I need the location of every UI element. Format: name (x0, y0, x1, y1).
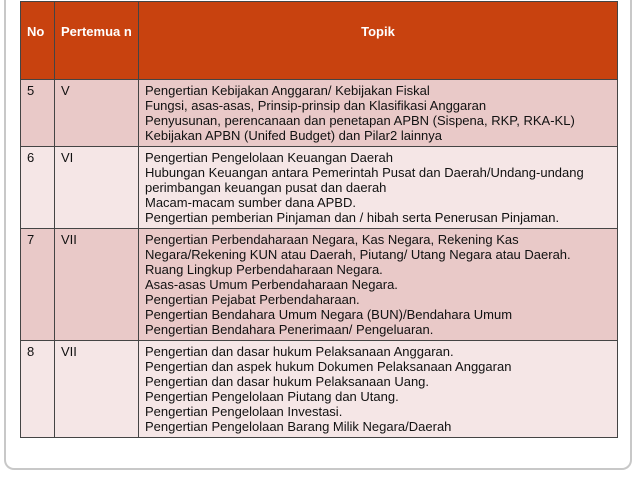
topic-line: Fungsi, asas-asas, Prinsip-prinsip dan Klasifikasi Anggaran (145, 98, 487, 113)
table-row (21, 229, 618, 341)
row-number: 8 (21, 341, 55, 438)
topic-line: Pengertian dan aspek hukum Dokumen Pelaksanaan Anggaran (145, 359, 512, 374)
topic-line: Pengertian dan dasar hukum Pelaksanaan Anggaran. (145, 344, 454, 359)
row-number: 7 (21, 229, 55, 341)
table-row (21, 341, 618, 438)
topic-line: Pengertian Bendahara Penerimaan/ Pengeluaran. (145, 322, 434, 337)
topic-line: Pengertian Perbendaharaan Negara, Kas Negara, Rekening Kas Negara/Rekening KUN atau Daerah, Piutang/ Utang Negara atau Daerah. (145, 232, 571, 262)
topic-line: Penyusunan, perencanaan dan penetapan APBN (Sispena, RKP, RKA-KL) (145, 113, 575, 128)
topic-line: Hubungan Keuangan antara Pemerintah Pusat dan Daerah/Undang-undang perimbangan keuangan pusat dan daerah (145, 165, 584, 195)
table-row (21, 147, 618, 229)
row-meeting: VII (55, 341, 139, 438)
row-meeting: VI (55, 147, 139, 229)
row-topics (139, 80, 618, 147)
row-topics (139, 341, 618, 438)
header-meeting: Pertemua n (55, 2, 139, 80)
row-topics (139, 147, 618, 229)
row-number: 6 (21, 147, 55, 229)
topic-line: Pengertian Bendahara Umum Negara (BUN)/Bendahara Umum (145, 307, 513, 322)
row-number: 5 (21, 80, 55, 147)
row-meeting: VII (55, 229, 139, 341)
topic-line: Pengertian Pengelolaan Barang Milik Negara/Daerah (145, 419, 452, 434)
topic-line: Pengertian Pengelolaan Keuangan Daerah (145, 150, 393, 165)
header-no: No (21, 2, 55, 80)
table-row (21, 80, 618, 147)
topic-line: Asas-asas Umum Perbendaharaan Negara. (145, 277, 398, 292)
row-meeting: V (55, 80, 139, 147)
topic-line: Pengertian Pejabat Perbendaharaan. (145, 292, 360, 307)
topic-line: Pengertian Pengelolaan Investasi. (145, 404, 343, 419)
topic-line: Kebijakan APBN (Unifed Budget) dan Pilar2 lainnya (145, 128, 443, 143)
syllabus-table (20, 1, 618, 438)
topic-line: Pengertian pemberian Pinjaman dan / hibah serta Penerusan Pinjaman. (145, 210, 560, 225)
table-header-row (21, 2, 618, 80)
topic-line: Pengertian Kebijakan Anggaran/ Kebijakan Fiskal (145, 83, 430, 98)
topic-line: Ruang Lingkup Perbendaharaan Negara. (145, 262, 383, 277)
row-topics (139, 229, 618, 341)
topic-line: Macam-macam sumber dana APBD. (145, 195, 356, 210)
topic-line: Pengertian dan dasar hukum Pelaksanaan Uang. (145, 374, 430, 389)
table-body (21, 80, 618, 438)
header-topic: Topik (139, 2, 618, 80)
topic-line: Pengertian Pengelolaan Piutang dan Utang. (145, 389, 399, 404)
